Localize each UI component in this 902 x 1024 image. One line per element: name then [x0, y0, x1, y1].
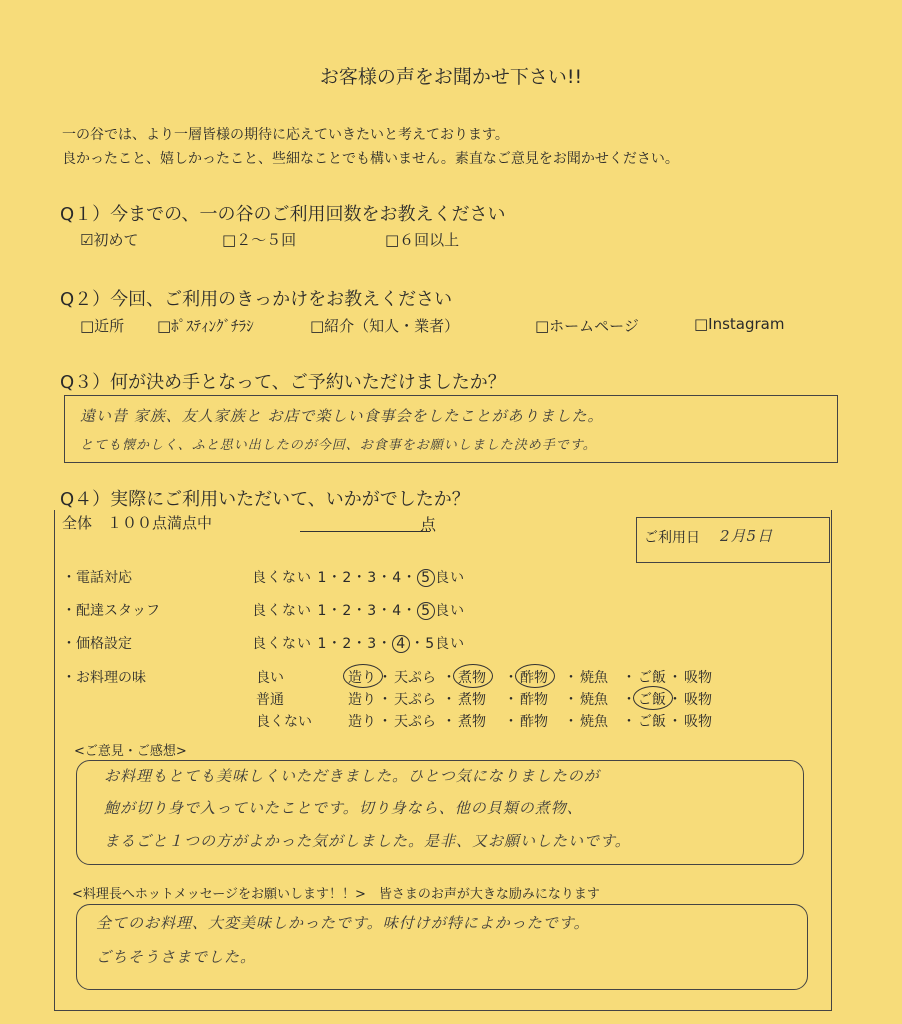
- rating-negative-label: 良くない: [252, 603, 312, 619]
- separator: ・: [410, 636, 426, 652]
- taste-dish-option[interactable]: 焼魚: [580, 714, 608, 730]
- rating-option[interactable]: 4: [392, 570, 403, 586]
- score-unit: 点: [420, 515, 437, 534]
- taste-selection-circle: [633, 686, 673, 710]
- separator: ・: [352, 603, 368, 619]
- rating-option[interactable]: 2: [342, 570, 353, 586]
- rating-option[interactable]: 1: [317, 636, 328, 652]
- taste-dish-option[interactable]: 吸物: [684, 670, 712, 686]
- separator: ・: [327, 636, 343, 652]
- rating-positive-label: 良い: [435, 570, 466, 586]
- separator: ・: [622, 670, 636, 686]
- separator: ・: [377, 570, 393, 586]
- taste-dish-option[interactable]: 煮物: [458, 692, 486, 708]
- opinion-line-1: お料理もとても美味しくいただきました。ひとつ気になりましたのが: [104, 767, 600, 785]
- separator: ・: [622, 692, 636, 708]
- separator: ・: [504, 670, 518, 686]
- rating-option[interactable]: 4: [392, 603, 403, 619]
- rating-scale: [252, 567, 465, 587]
- separator: ・: [378, 714, 392, 730]
- score-blank-line[interactable]: [300, 531, 430, 532]
- separator: ・: [668, 692, 682, 708]
- separator: ・: [378, 692, 392, 708]
- rating-label: ・電話対応: [62, 570, 132, 586]
- separator: ・: [504, 714, 518, 730]
- q4-label: Q４）実際にご利用いただいて、いかがでしたか？: [60, 489, 470, 510]
- rating-scale: [252, 633, 465, 653]
- taste-dish-option[interactable]: 天ぷら: [394, 692, 436, 708]
- rating-option[interactable]: 4: [392, 635, 410, 653]
- separator: ・: [622, 714, 636, 730]
- separator: ・: [377, 603, 393, 619]
- taste-dish-option[interactable]: 吸物: [684, 692, 712, 708]
- taste-dish-option[interactable]: 酢物: [520, 714, 548, 730]
- taste-dish-option[interactable]: 造り: [348, 714, 376, 730]
- rating-scale: [252, 600, 465, 620]
- q3-answer-line-1: 遠い昔 家族、友人家族と お店で楽しい食事会をしたことがありました。: [80, 407, 604, 425]
- taste-level-label: 良くない: [256, 714, 312, 730]
- rating-option[interactable]: 3: [367, 636, 378, 652]
- q2-option-homepage[interactable]: □ホームページ: [535, 317, 639, 335]
- rating-option[interactable]: 1: [317, 570, 328, 586]
- separator: ・: [564, 714, 578, 730]
- separator: ・: [564, 670, 578, 686]
- taste-dish-option[interactable]: 煮物: [458, 714, 486, 730]
- separator: ・: [352, 636, 368, 652]
- opinion-label: <ご意見・ご感想>: [74, 744, 187, 759]
- taste-dish-option[interactable]: ご飯: [638, 670, 666, 686]
- separator: ・: [352, 570, 368, 586]
- q3-label: Q３）何が決め手となって、ご予約いただけましたか？: [60, 372, 506, 393]
- taste-dish-option[interactable]: 焼魚: [580, 670, 608, 686]
- taste-selection-circle: [453, 664, 493, 688]
- q2-label: Q２）今回、ご利用のきっかけをお教えください: [60, 289, 453, 310]
- taste-selection-circle: [515, 664, 555, 688]
- rating-positive-label: 良い: [435, 603, 466, 619]
- taste-level-label: 普通: [256, 692, 284, 708]
- taste-dish-option[interactable]: 酢物: [520, 670, 548, 686]
- q2-option-instagram[interactable]: □Instagram: [694, 315, 785, 333]
- rating-positive-label: 良い: [435, 636, 466, 652]
- page-title: お客様の声をお聞かせ下さい!!: [319, 66, 583, 88]
- chef-line-1: 全てのお料理、大変美味しかったです。味付けが特によかったです。: [96, 914, 590, 932]
- q2-option-neighborhood[interactable]: □近所: [80, 317, 125, 335]
- separator: ・: [668, 670, 682, 686]
- separator: ・: [564, 692, 578, 708]
- opinion-line-2: 鮑が切り身で入っていたことです。切り身なら、他の貝類の煮物、: [104, 799, 583, 817]
- separator: ・: [442, 670, 456, 686]
- rating-option[interactable]: 3: [367, 570, 378, 586]
- taste-selection-circle: [343, 664, 383, 688]
- separator: ・: [442, 692, 456, 708]
- separator: ・: [402, 570, 418, 586]
- separator: ・: [377, 636, 393, 652]
- taste-label: ・お料理の味: [62, 670, 146, 686]
- date-label: ご利用日: [644, 530, 700, 546]
- chef-message-label: <料理長へホットメッセージをお願いします！！> 皆さまのお声が大きな励みになります: [72, 887, 600, 902]
- taste-dish-option[interactable]: 吸物: [684, 714, 712, 730]
- q1-label: Q１）今までの、一の谷のご利用回数をお教えください: [60, 204, 506, 225]
- separator: ・: [668, 714, 682, 730]
- q2-option-referral[interactable]: □紹介（知人・業者）: [310, 317, 460, 335]
- separator: ・: [504, 692, 518, 708]
- q1-option-2to5[interactable]: □２～５回: [222, 231, 297, 249]
- rating-option[interactable]: 3: [367, 603, 378, 619]
- taste-dish-option[interactable]: 煮物: [458, 670, 486, 686]
- score-label: 全体 １００点満点中: [62, 514, 213, 532]
- taste-dish-option[interactable]: ご飯: [638, 714, 666, 730]
- opinion-line-3: まるごと１つの方がよかった気がしました。是非、又お願いしたいです。: [104, 832, 631, 850]
- intro-line-1: 一の谷では、より一層皆様の期待に応えていきたいと考えております。: [62, 127, 509, 143]
- rating-option[interactable]: 5: [417, 602, 435, 620]
- separator: ・: [327, 570, 343, 586]
- separator: ・: [327, 603, 343, 619]
- intro-line-2: 良かったこと、嬉しかったこと、些細なことでも構いません。素直なご意見をお聞かせください。: [62, 151, 679, 167]
- rating-negative-label: 良くない: [252, 636, 312, 652]
- date-value: 2月5日: [720, 527, 774, 545]
- q3-answer-line-2: とても懐かしく、ふと思い出したのが今回、お食事をお願いしました決め手です。: [80, 438, 597, 453]
- rating-negative-label: 良くない: [252, 570, 312, 586]
- taste-dish-option[interactable]: 酢物: [520, 692, 548, 708]
- rating-option[interactable]: 5: [417, 569, 435, 587]
- taste-dish-option[interactable]: 天ぷら: [394, 670, 436, 686]
- q2-option-flyer[interactable]: □ﾎﾟｽﾃｨﾝｸﾞﾁﾗｼ: [157, 317, 254, 335]
- taste-dish-option[interactable]: 造り: [348, 692, 376, 708]
- chef-line-2: ごちそうさまでした。: [96, 948, 257, 966]
- taste-level-label: 良い: [256, 670, 284, 686]
- separator: ・: [442, 714, 456, 730]
- taste-dish-option[interactable]: ご飯: [638, 692, 666, 708]
- taste-dish-option[interactable]: 造り: [348, 670, 376, 686]
- separator: ・: [378, 670, 392, 686]
- rating-option[interactable]: 5: [425, 636, 436, 652]
- rating-label: ・価格設定: [62, 636, 132, 652]
- q1-option-6plus[interactable]: □６回以上: [385, 231, 460, 249]
- rating-option[interactable]: 2: [342, 603, 353, 619]
- taste-dish-option[interactable]: 天ぷら: [394, 714, 436, 730]
- rating-option[interactable]: 1: [317, 603, 328, 619]
- rating-label: ・配達スタッフ: [62, 603, 160, 619]
- taste-dish-option[interactable]: 焼魚: [580, 692, 608, 708]
- q1-option-first[interactable]: ☑初めて: [80, 231, 139, 249]
- rating-option[interactable]: 2: [342, 636, 353, 652]
- separator: ・: [402, 603, 418, 619]
